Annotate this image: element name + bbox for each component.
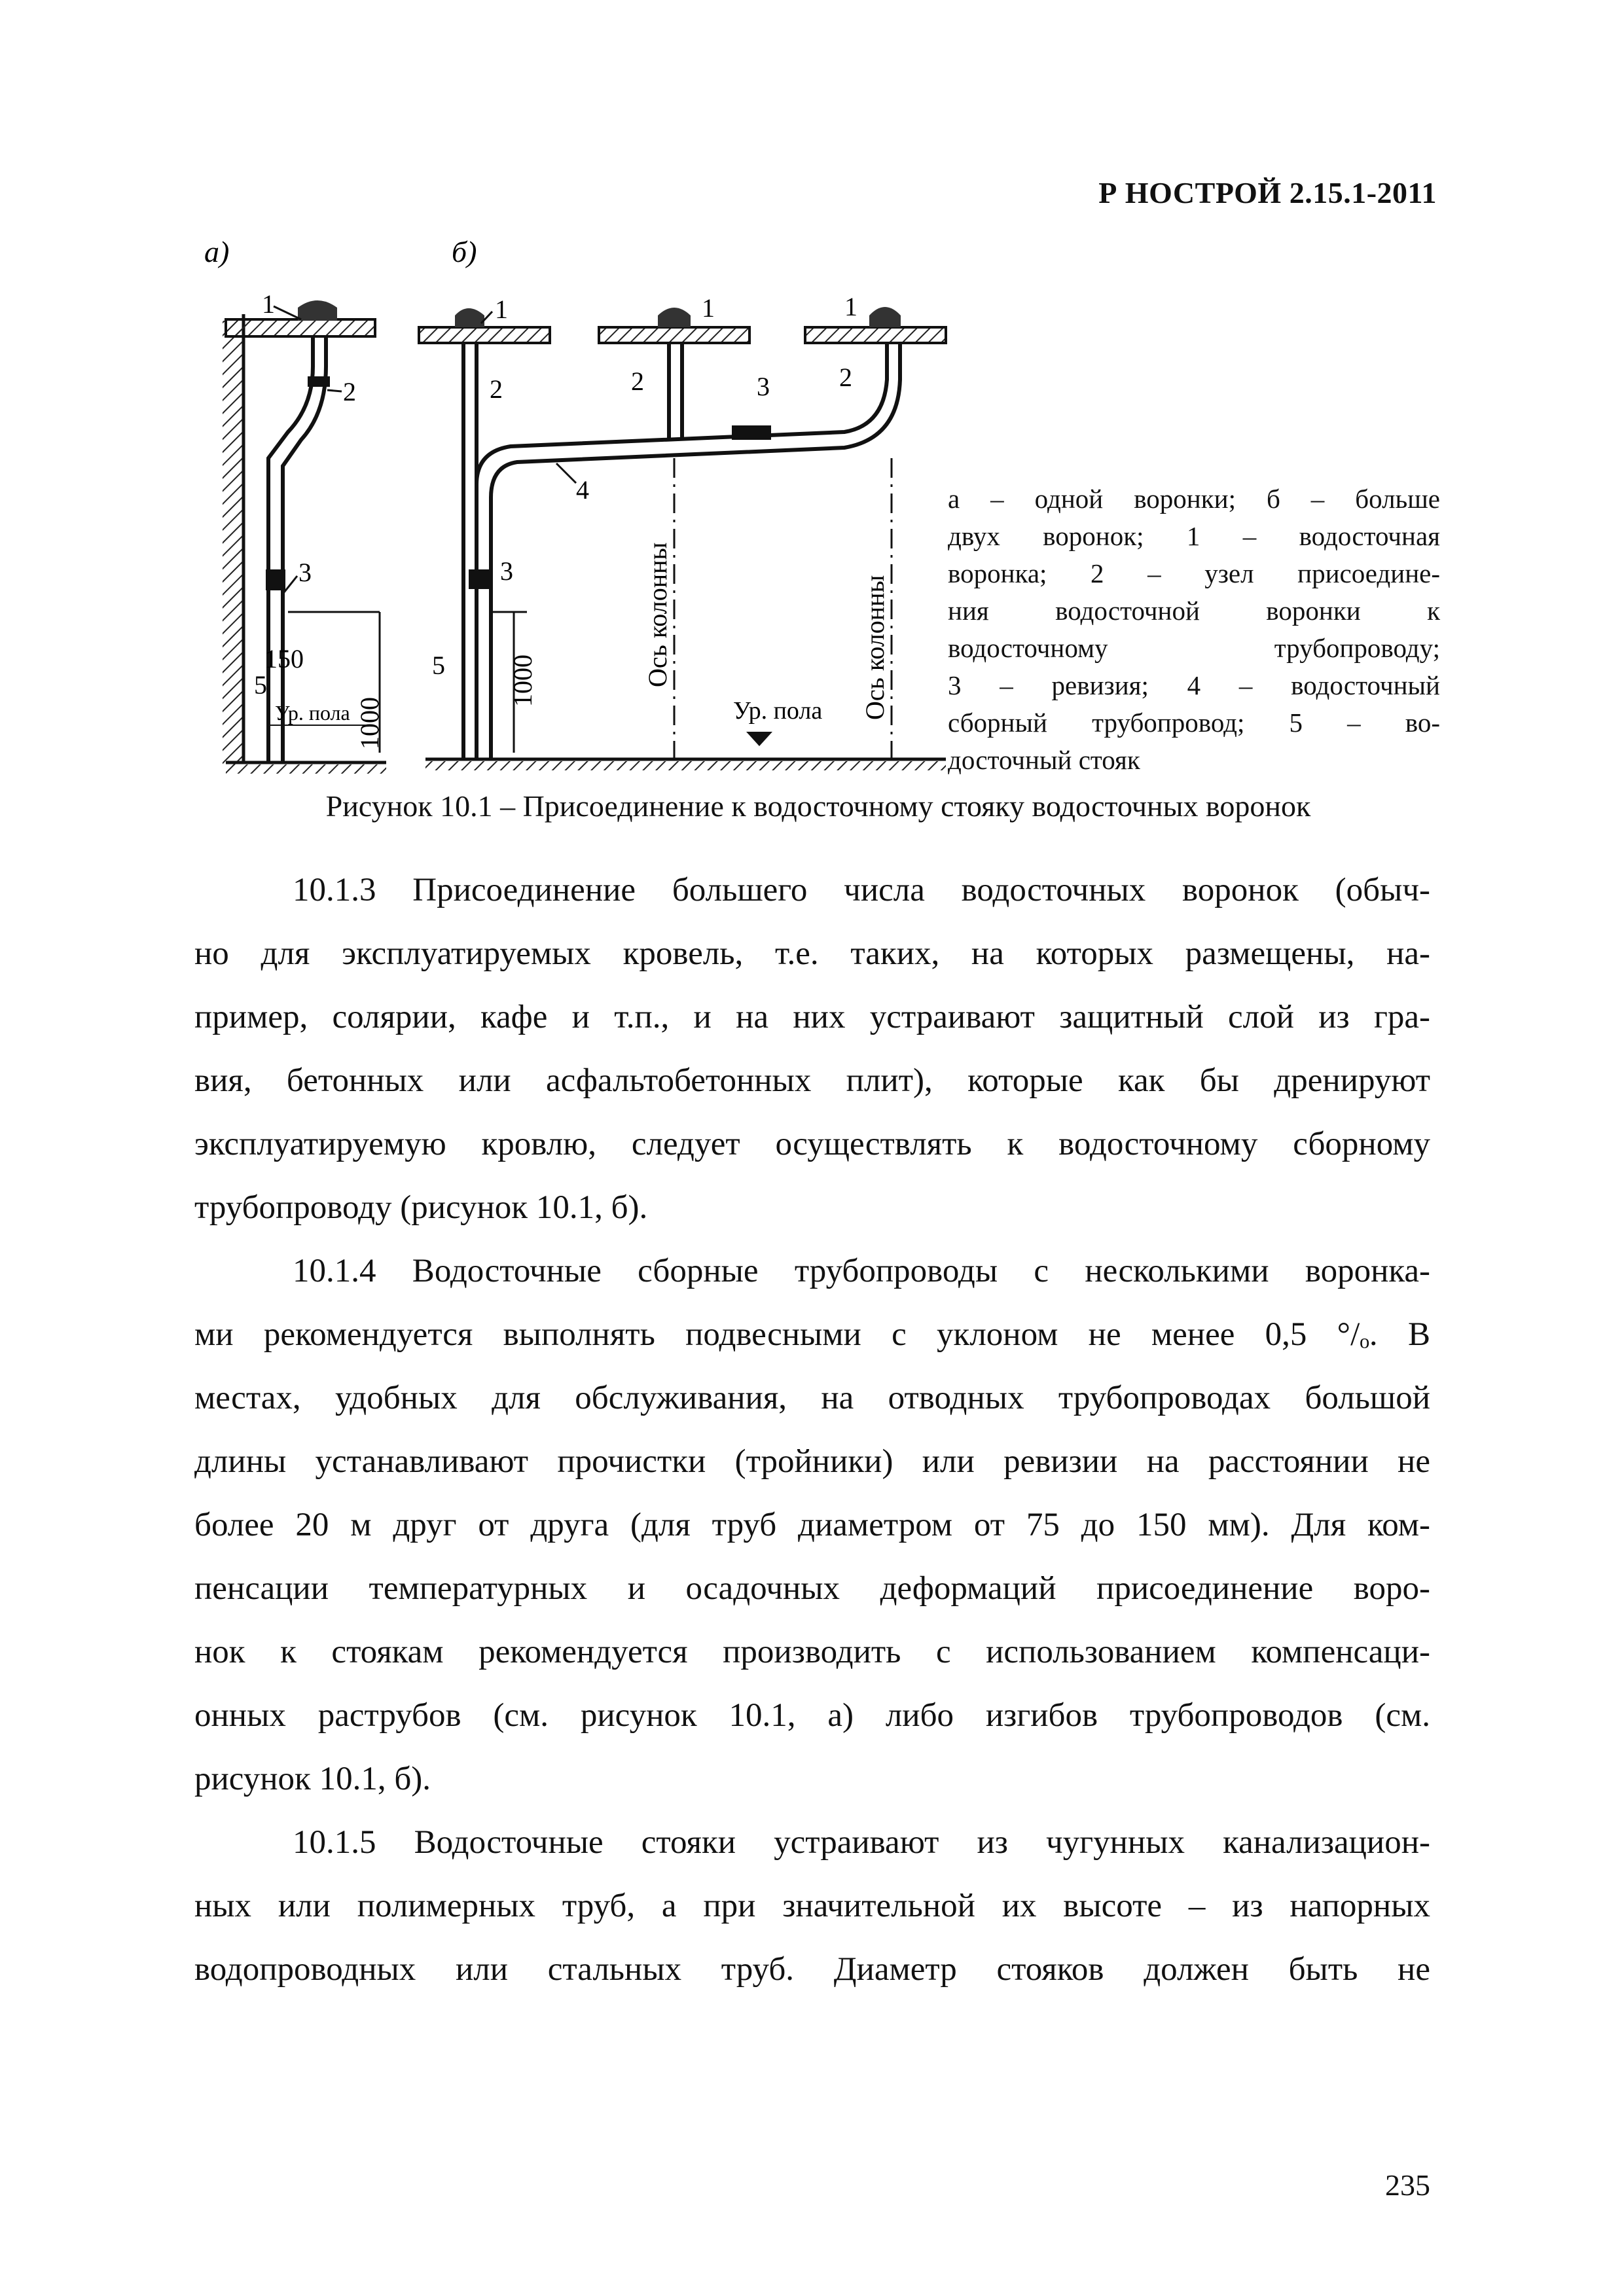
panel-b-label: б) bbox=[452, 235, 477, 268]
paragraph-line: 10.1.4 Водосточные сборные трубопроводы с несколькими воронка- bbox=[293, 1253, 1430, 1289]
wall-hatch bbox=[223, 321, 242, 766]
paragraph-10-1-5 bbox=[194, 1811, 1430, 2001]
callout-5: 5 bbox=[254, 670, 267, 700]
panel-a-label: а) bbox=[204, 235, 230, 268]
paragraph-line: нок к стоякам рекомендуется производить с использованием компенсаци- bbox=[194, 1634, 1430, 1670]
floor-label-b: Ур. пола bbox=[733, 697, 823, 725]
figure-10-1 bbox=[0, 0, 1624, 798]
legend-line: 3 – ревизия; 4 – водосточный bbox=[948, 670, 1440, 700]
paragraph-line: вия, бетонных или асфальтобетонных плит), которые как бы дренируют bbox=[194, 1062, 1430, 1099]
callout-2: 2 bbox=[839, 363, 852, 392]
column-axis-label: Ось колонны bbox=[643, 542, 672, 687]
paragraph-line: эксплуатируемую кровлю, следует осуществлять к водосточному сборному bbox=[194, 1126, 1430, 1162]
paragraph-line: 10.1.5 Водосточные стояки устраивают из чугунных канализацион- bbox=[293, 1824, 1430, 1861]
legend-line: досточный стояк bbox=[948, 745, 1140, 775]
paragraph-line: пример, солярии, кафе и т.п., и на них устраивают защитный слой из гра- bbox=[194, 999, 1430, 1035]
document-code: Р НОСТРОЙ 2.15.1-2011 bbox=[1098, 176, 1437, 209]
paragraph-line: местах, удобных для обслуживания, на отводных трубопроводах большой bbox=[194, 1380, 1430, 1416]
paragraph-10-1-4 bbox=[194, 1240, 1430, 1811]
callout-1: 1 bbox=[702, 293, 715, 323]
paragraph-line: водопроводных или стальных труб. Диаметр стояков должен быть не bbox=[194, 1951, 1430, 1988]
figure-caption: Рисунок 10.1 – Присоединение к водосточному стояку водосточных воронок bbox=[325, 789, 1311, 823]
paragraph-line: 10.1.3 Присоединение большего числа водосточных воронок (обыч- bbox=[293, 872, 1430, 908]
paragraph-line: но для эксплуатируемых кровель, т.е. таких, на которых размещены, на- bbox=[194, 935, 1430, 972]
dim-1000-a: 1000 bbox=[355, 697, 384, 749]
page-number: 235 bbox=[1385, 2168, 1430, 2202]
legend-line: водосточному трубопроводу; bbox=[948, 633, 1440, 663]
funnel-icon bbox=[298, 300, 337, 321]
callout-4: 4 bbox=[576, 475, 589, 505]
paragraph-line: ми рекомендуется выполнять подвесными с уклоном не менее 0,5 °/ₒ. В bbox=[194, 1316, 1430, 1353]
paragraph-line: трубопроводу (рисунок 10.1, б). bbox=[194, 1189, 648, 1226]
body-text bbox=[194, 859, 1430, 2001]
funnel-icon bbox=[455, 308, 484, 327]
dim-1000-b: 1000 bbox=[508, 655, 537, 707]
callout-3: 3 bbox=[757, 372, 770, 401]
callout-3: 3 bbox=[500, 556, 513, 586]
paragraph-line: более 20 м друг от друга (для труб диаметром от 75 до 150 мм). Для ком- bbox=[194, 1507, 1430, 1543]
paragraph-line: пенсации температурных и осадочных деформаций присоединение воро- bbox=[194, 1570, 1430, 1607]
paragraph-10-1-3 bbox=[194, 859, 1430, 1240]
callout-1: 1 bbox=[495, 295, 508, 324]
funnel-icon bbox=[869, 307, 901, 327]
roof-slab bbox=[226, 319, 375, 336]
legend-line: ния водосточной воронки к bbox=[948, 596, 1440, 626]
panel-a bbox=[223, 289, 386, 774]
paragraph-line: онных раструбов (см. рисунок 10.1, а) либо изгибов трубопроводов (см. bbox=[194, 1697, 1430, 1734]
panel-b bbox=[419, 292, 946, 770]
legend-line: сборный трубопровод; 5 – во- bbox=[948, 708, 1440, 738]
callout-2: 2 bbox=[490, 374, 503, 404]
column-axis-label: Ось колонны bbox=[860, 575, 890, 720]
callout-2: 2 bbox=[631, 367, 644, 396]
callout-2: 2 bbox=[343, 377, 356, 406]
legend-line: а – одной воронки; б – больше bbox=[948, 484, 1440, 514]
legend-line: воронка; 2 – узел присоедине- bbox=[948, 558, 1440, 588]
legend-line: двух воронок; 1 – водосточная bbox=[948, 521, 1440, 551]
paragraph-line: длины устанавливают прочистки (тройники) или ревизии на расстоянии не bbox=[194, 1443, 1430, 1480]
figure-legend bbox=[948, 480, 1440, 779]
callout-3: 3 bbox=[298, 558, 312, 587]
paragraph-line: рисунок 10.1, б). bbox=[194, 1761, 431, 1797]
callout-1: 1 bbox=[262, 289, 275, 319]
floor-label-a: Ур. пола bbox=[275, 701, 350, 725]
callout-5: 5 bbox=[432, 651, 445, 680]
funnel-icon bbox=[658, 308, 691, 327]
paragraph-line: ных или полимерных труб, а при значительной их высоте – из напорных bbox=[194, 1888, 1430, 1924]
callout-1: 1 bbox=[844, 292, 857, 321]
dim-150: 150 bbox=[264, 644, 304, 673]
